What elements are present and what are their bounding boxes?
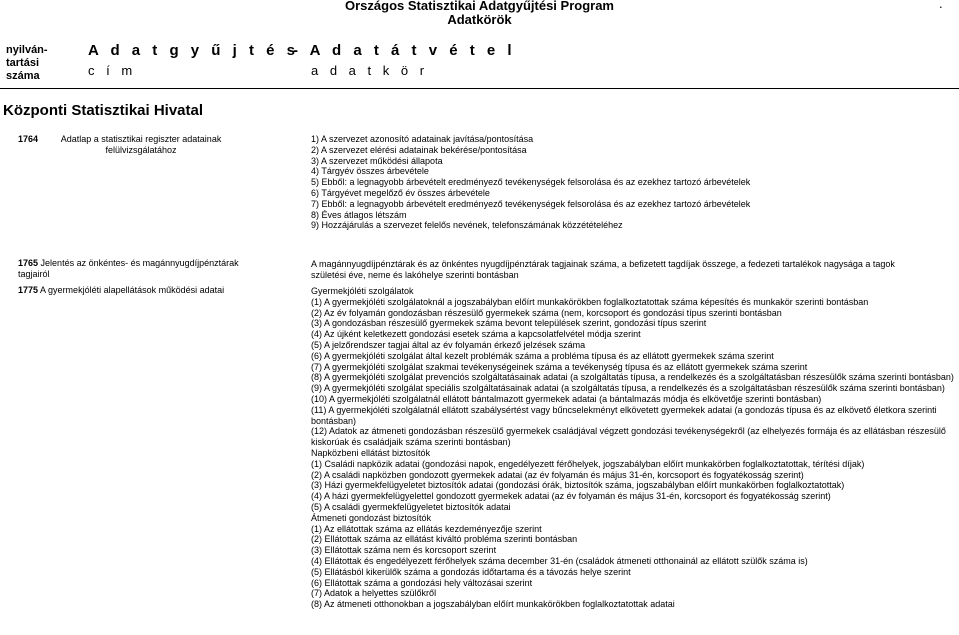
list-item: (2) A családi napközben gondozott gyermekek adatai (az év folyamán és május 31-én, korcsoport és fogyatékosság szerint) (311, 469, 804, 480)
list-item: (3) A gondozásban részesülő gyermekek száma bevont települések szerint, gondozási típus szerint (311, 318, 707, 329)
section-title: Jelentés az önkéntes- és magánnyugdíjpénztárak tagjairól (18, 258, 239, 279)
list-heading: (1) Családi napközik adatai (gondozási napok, engedélyezett férőhelyek, jogszabályban előírt munkakörben foglalkoztatottak, térítési díjak) (311, 458, 865, 469)
list-heading: Gyermekjóléti szolgálatok (311, 286, 414, 296)
list-item: 2) A szervezet elérési adatainak bekérése/pontosítása (311, 144, 527, 155)
list-item: (8) Az átmeneti otthonokban a jogszabályban előírt munkakörökben foglalkoztatottak adatai (311, 599, 675, 610)
list-item: (7) Adatok a helyettes szülőkről (311, 588, 437, 599)
section-number: 1764 (18, 134, 39, 144)
section-1775-items (311, 286, 957, 610)
list-item: (5) A jelzőrendszer tagjai által az év folyamán érkező jelzések száma (311, 339, 586, 350)
list-item: 8) Éves átlagos létszám (311, 209, 407, 220)
list-item: (5) Ellátásból kikerülők száma a gondozás időtartama és a távozás helye szerint (311, 566, 631, 577)
corner-dot: . (939, 0, 943, 11)
section-number: 1765 (18, 258, 39, 268)
page-title: Országos Statisztikai Adatgyűjtési Program (345, 0, 614, 13)
list-item: Napközbeni ellátást biztosítók (311, 447, 431, 458)
section-1765-title (18, 258, 258, 280)
list-item: 3) A szervezet működési állapota (311, 155, 443, 166)
office-name: Központi Statisztikai Hivatal (3, 102, 204, 119)
section-number: 1775 (18, 285, 39, 295)
list-item: (5) A családi gyermekfelügyeletet biztosítók adatai (311, 501, 511, 512)
list-item: Átmeneti gondozást biztosítók (311, 512, 432, 523)
column-header-collection: A d a t g y ű j t é s c í m (88, 42, 299, 78)
list-item: (4) Az újként keletkezett gondozási esetek száma a kapcsolatfelvétel módja szerint (311, 329, 641, 340)
list-item: 4) Tárgyév összes árbevétele (311, 166, 429, 177)
list-heading: (1) Az ellátottak száma az ellátás kezdeményezője szerint (311, 523, 542, 534)
section-1764-title (18, 134, 258, 156)
list-item: (12) Adatok az átmeneti gondozásban részesülő gyermekek családjával végzett gondozási tevékenységekről (az elhelyezés formája és az ellátásban részesülő kiskorúak és családjaik száma szerinti bontásban) (311, 426, 946, 448)
list-item: (4) A házi gyermekfelügyelettel gondozott gyermekek adatai (az év folyamán és május 31-én, korcsoport és fogyatékosság szerint) (311, 491, 831, 502)
list-item: (10) A gyermekjóléti szolgálatnál ellátott bántalmazott gyermekek adatai (a bántalmazás módja és elkövetője szerinti bontásban) (311, 393, 822, 404)
section-1765-items (311, 259, 923, 281)
list-item: (1) A gyermekjóléti szolgálatoknál a jogszabályban előírt munkakörökben foglalkoztatottak száma képesítés és munkakör szerinti bontásban (311, 296, 869, 307)
list-item: (8) A gyermekjóléti szolgálat prevenciós szolgáltatásainak adatai (a szolgáltatás típusa, a rendelkezés és a szolgáltatásban részesülők száma szerinti bontásban) (311, 372, 954, 383)
list-item: 1) A szervezet azonosító adatainak javítása/pontosítása (311, 134, 534, 144)
column-header-registration-number: nyilván- tartási száma (6, 44, 48, 82)
list-item: (11) A gyermekjóléti szolgálatnál ellátott szabálysértést vagy bűncselekményt elkövetett gyermekek adatai (a gondozás típusa és az elkövető életkora szerinti bontásban) (311, 404, 937, 426)
page-subtitle: Adatkörök (447, 12, 512, 27)
header-divider (0, 88, 959, 89)
column-header-transfer: - A d a t á t v é t e l a d a t k ö r (293, 42, 516, 78)
section-title: A gyermekjóléti alapellátások működési adatai (40, 285, 225, 295)
list-item: 5) Ebből: a legnagyobb árbevételt eredményező tevékenységek felsorolása és az ezekhez tartozó árbevételek (311, 177, 751, 188)
list-item: (9) A gyermekjóléti szolgálat speciális szolgáltatásainak adatai (a szolgáltatás típusa, a rendelkezés és a szolgáltatásban részesülők száma szerinti bontásban) (311, 383, 945, 394)
list-item: (3) Házi gyermekfelügyeletet biztosítók adatai (gondozási órák, biztosítók száma, jogszabályban előírt munkakörben foglalkoztatottak) (311, 480, 845, 491)
list-item: (6) Ellátottak száma a gondozási hely változásai szerint (311, 577, 533, 588)
list-item: 7) Ebből: a legnagyobb árbevételt eredményező tevékenységek felsorolása és az ezekhez tartozó árbevételek (311, 198, 751, 209)
list-item: (2) Ellátottak száma az ellátást kiváltó probléma szerinti bontásban (311, 534, 578, 545)
list-item: (4) Ellátottak és engedélyezett férőhelyek száma december 31-én (családok átmeneti otthonainál az ellátott szülők száma is) (311, 555, 808, 566)
list-item: A magánnyugdíjpénztárak és az önkéntes nyugdíjpénztárak tagjainak száma, a befizetett tagdíjak összege, a fedezeti tartalékok nagysága a tagok születési éve, neme és lakóhelye szerinti bontásban (311, 259, 895, 280)
list-item: (3) Ellátottak száma nem és korcsoport szerint (311, 545, 497, 556)
section-1775-title (18, 285, 278, 296)
list-item: (7) A gyermekjóléti szolgálat szakmai tevékenységeinek száma a tevékenység típusa és az ellátott gyermekek száma szerint (311, 361, 808, 372)
list-item: 6) Tárgyévet megelőző év összes árbevétele (311, 187, 490, 198)
section-1764-items (311, 134, 956, 231)
section-title: Adatlap a statisztikai regiszter adatainak felülvizsgálatához (60, 134, 222, 155)
list-item: (6) A gyermekjóléti szolgálat által kezelt problémák száma a probléma típusa és az ellátott gyermekek száma szerint (311, 350, 774, 361)
list-item: 9) Hozzájárulás a szervezet felelős nevének, telefonszámának közzétételéhez (311, 220, 623, 231)
list-item: (2) Az év folyamán gondozásban részesülő gyermekek száma (nem, korcsoport és gondozási típus szerinti bontásban (311, 307, 782, 318)
